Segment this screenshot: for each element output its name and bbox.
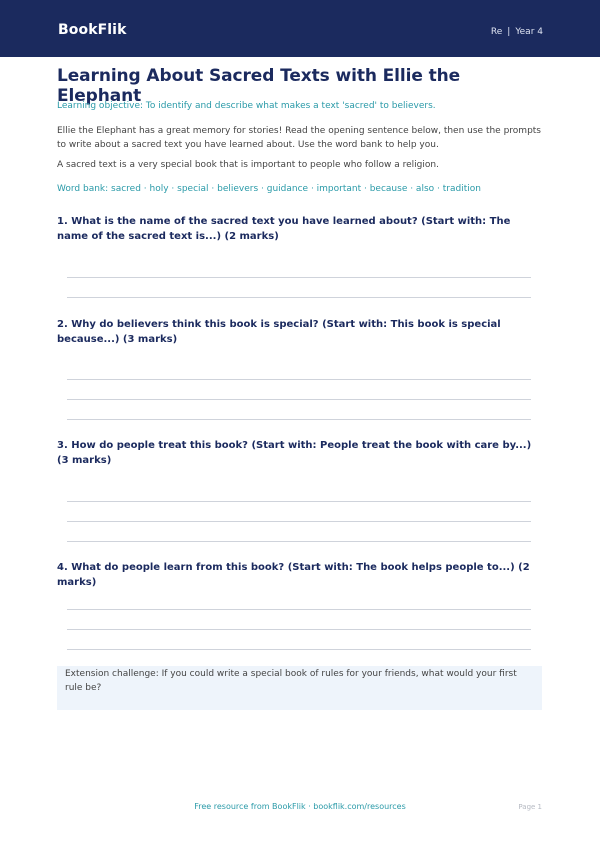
header-meta: [491, 27, 543, 37]
definition-text: A sacred text is a very special book that is important to people who follow a religion.: [57, 160, 439, 170]
learning-objective: Learning objective: To identify and describe what makes a text 'sacred' to believers.: [57, 101, 436, 111]
question-2: 2. Why do believers think this book is special? (Start with: This book is special because...) (3 marks): [57, 319, 501, 345]
extension-challenge-box: [57, 666, 542, 710]
answer-line[interactable]: [67, 521, 531, 522]
subject-label: Re: [490, 27, 503, 37]
meta-separator: |: [507, 27, 511, 37]
word-bank: Word bank: sacred · holy · special · believers · guidance · important · because · also · tradition: [57, 184, 481, 194]
intro-text: Ellie the Elephant has a great memory for stories! Read the opening sentence below, then use the prompts to write about a sacred text you have learned about. Use the word bank to help you.: [57, 126, 541, 150]
year-label: Year 4: [515, 27, 543, 37]
question-3: 3. How do people treat this book? (Start with: People treat the book with care by...) (3 marks): [57, 440, 532, 466]
answer-line[interactable]: [67, 379, 531, 380]
page-number: Page 1: [518, 803, 542, 811]
answer-line[interactable]: [67, 649, 531, 650]
answer-line[interactable]: [67, 629, 531, 630]
answer-line[interactable]: [67, 399, 531, 400]
answer-line[interactable]: [67, 297, 531, 298]
answer-line[interactable]: [67, 609, 531, 610]
question-1: 1. What is the name of the sacred text you have learned about? (Start with: The name of the sacred text is...) (2 marks): [57, 216, 511, 242]
extension-text: Extension challenge: If you could write a special book of rules for your friends, what would your first rule be?: [65, 669, 517, 693]
answer-line[interactable]: [67, 501, 531, 502]
brand-logo: BookFlik: [58, 22, 127, 38]
answer-line[interactable]: [67, 277, 531, 278]
footer-credit: Free resource from BookFlik · bookflik.com/resources: [194, 802, 406, 811]
answer-line[interactable]: [67, 419, 531, 420]
question-4: 4. What do people learn from this book? (Start with: The book helps people to...) (2 marks): [57, 562, 530, 588]
answer-line[interactable]: [67, 541, 531, 542]
header-bar: [0, 0, 600, 57]
page-title: Learning About Sacred Texts with Ellie the Elephant: [57, 66, 461, 106]
